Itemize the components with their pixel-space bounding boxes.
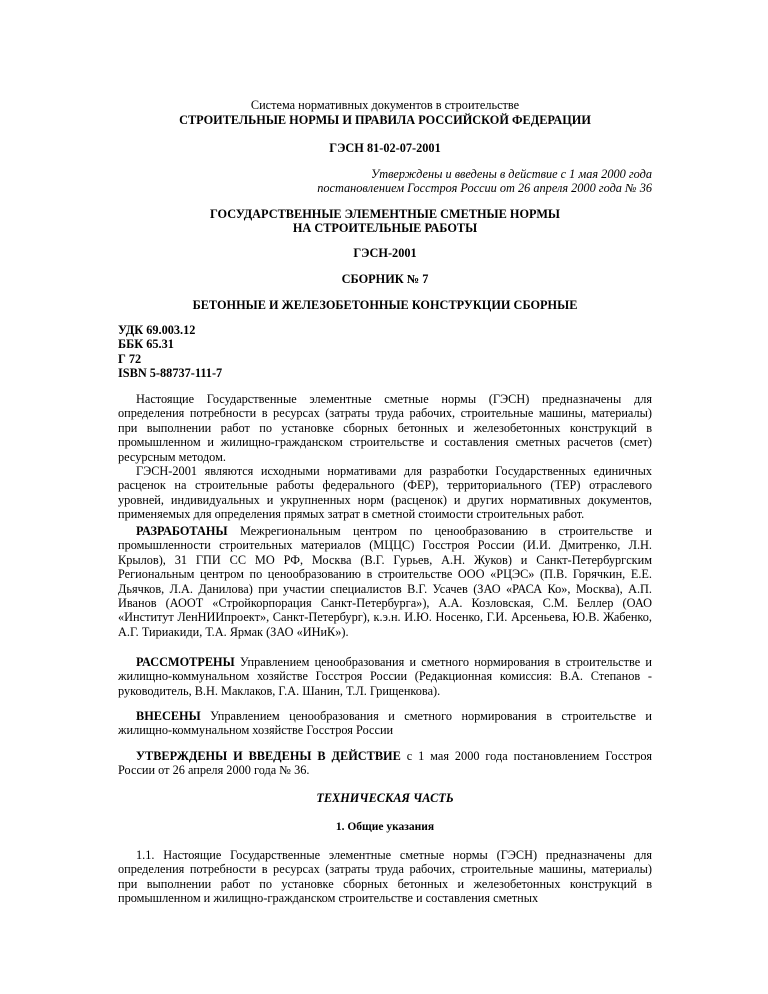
general-section-title: 1. Общие указания: [335, 821, 435, 833]
introduced-text: Управлением ценообразования и сметного нормирования в строительстве и жилищно-коммунальном хозяйстве Госстроя России: [118, 709, 652, 738]
developed-lead: РАЗРАБОТАНЫ: [136, 524, 228, 538]
approved-text: с 1 мая 2000 года постановлением Госстроя России от 26 апреля 2000 года № 36.: [118, 749, 653, 778]
approval-note-line-1: Утверждены и введены в действие с 1 мая 2000 года: [370, 167, 652, 181]
udk-code: УДК 69.003.12: [118, 323, 196, 337]
reviewed-paragraph: [118, 655, 652, 698]
technical-section: [118, 848, 652, 906]
approval-note-line-2: постановлением Госстроя России от 26 апреля 2000 года № 36: [317, 181, 652, 196]
reviewed-lead: РАССМОТРЕНЫ: [136, 655, 235, 669]
g-code: Г 72: [118, 351, 142, 366]
norms-title-line-1: ГОСУДАРСТВЕННЫЕ ЭЛЕМЕНТНЫЕ СМЕТНЫЕ НОРМЫ: [209, 207, 561, 221]
reviewed-section: [118, 655, 652, 698]
developed-section: [118, 524, 652, 639]
intro-paragraph-2: ГЭСН-2001 являются исходными нормативами для разработки Государственных единичных расценок на строительные работы федерального (ФЕР), территориального (ТЕР) отраслевого уровней, индивидуальных и укрупненных норм (расценок) и других нормативных документов, применяемых для определения прямых затрат в сметной стоимости строительных работ.: [118, 464, 652, 522]
collection-title: БЕТОННЫЕ И ЖЕЛЕЗОБЕТОННЫЕ КОНСТРУКЦИИ СБОРНЫЕ: [192, 298, 578, 312]
intro-paragraph-1: Настоящие Государственные элементные сметные нормы (ГЭСН) предназначены для определения потребности в ресурсах (затраты труда рабочих, строительные машины, материалы) при выполнении работ по установке сборных бетонных и железобетонных конструкций в промышленном и жилищно-гражданском строительстве и составления сметных расчетов (смет) ресурсным методом.: [118, 392, 652, 464]
intro-section: [118, 392, 652, 522]
introduced-lead: ВНЕСЕНЫ: [136, 709, 201, 723]
system-line: Система нормативных документов в строительстве: [250, 98, 520, 112]
document-code: ГЭСН 81-02-07-2001: [329, 141, 441, 155]
collection-label: СБОРНИК № 7: [341, 272, 429, 286]
main-title: СТРОИТЕЛЬНЫЕ НОРМЫ И ПРАВИЛА РОССИЙСКОЙ ФЕДЕРАЦИИ: [179, 113, 591, 127]
technical-part-title: ТЕХНИЧЕСКАЯ ЧАСТЬ: [316, 791, 454, 805]
approved-paragraph: [118, 749, 652, 778]
technical-paragraph-1: 1.1. Настоящие Государственные элементные сметные нормы (ГЭСН) предназначены для определения потребности в ресурсах (затраты труда рабочих, строительные машины, материалы) при выполнении работ по установке сборных бетонных и железобетонных конструкций в промышленном и жилищно-гражданском строительстве и составления сметных: [118, 848, 652, 906]
developed-paragraph: [118, 524, 652, 639]
isbn-code: ISBN 5-88737-111-7: [118, 366, 223, 381]
gesn-label: ГЭСН-2001: [353, 246, 417, 260]
developed-text: Межрегиональным центром по ценообразованию в строительстве и промышленности строительных материалов (МЦЦС) Госстроя России (И.И. Дмитренко, Л.Н. Крылов), 31 ГПИ СС МО РФ, Москва (В.Г. Гурьев, А.Н. Жуков) и Санкт-Петербургским Региональным центром по ценообразованию в строительстве ООО «РЦЭС» (П.В. Горячкин, Е.Е. Дьячков, Л.А. Данилова) при участии специалистов В.Г. Усачев (ЗАО «РАСА Ко», Москва), А.П. Иванов (АООТ «Стройкорпорация Санкт-Петербурга»), А.А. Козловская, С.М. Беллер (ОАО «Институт ЛенНИИпроект», Санкт-Петербург), к.э.н. И.Ю. Носенко, Г.И. Арсеньева, Ю.В. Жабенко, А.Г. Тириакиди, Т.А. Ярмак (ЗАО «ИНиК»).: [118, 524, 652, 639]
reviewed-text: Управлением ценообразования и сметного нормирования в строительстве и жилищно-коммунальном хозяйстве Госстроя России (Редакционная комиссия: В.А. Степанов - руководитель, В.Н. Маклаков, Г.А. Шанин, Т.Л. Грищенкова).: [118, 655, 652, 698]
classification-codes: [118, 323, 652, 381]
approved-section: [118, 749, 652, 778]
introduced-section: [118, 709, 652, 738]
bbk-code: ББК 65.31: [118, 337, 174, 352]
norms-title: [118, 207, 652, 236]
approved-lead: УТВЕРЖДЕНЫ И ВВЕДЕНЫ В ДЕЙСТВИЕ: [136, 749, 401, 763]
approval-note: [118, 167, 652, 196]
introduced-paragraph: [118, 709, 652, 738]
norms-title-line-2: НА СТРОИТЕЛЬНЫЕ РАБОТЫ: [292, 221, 478, 236]
